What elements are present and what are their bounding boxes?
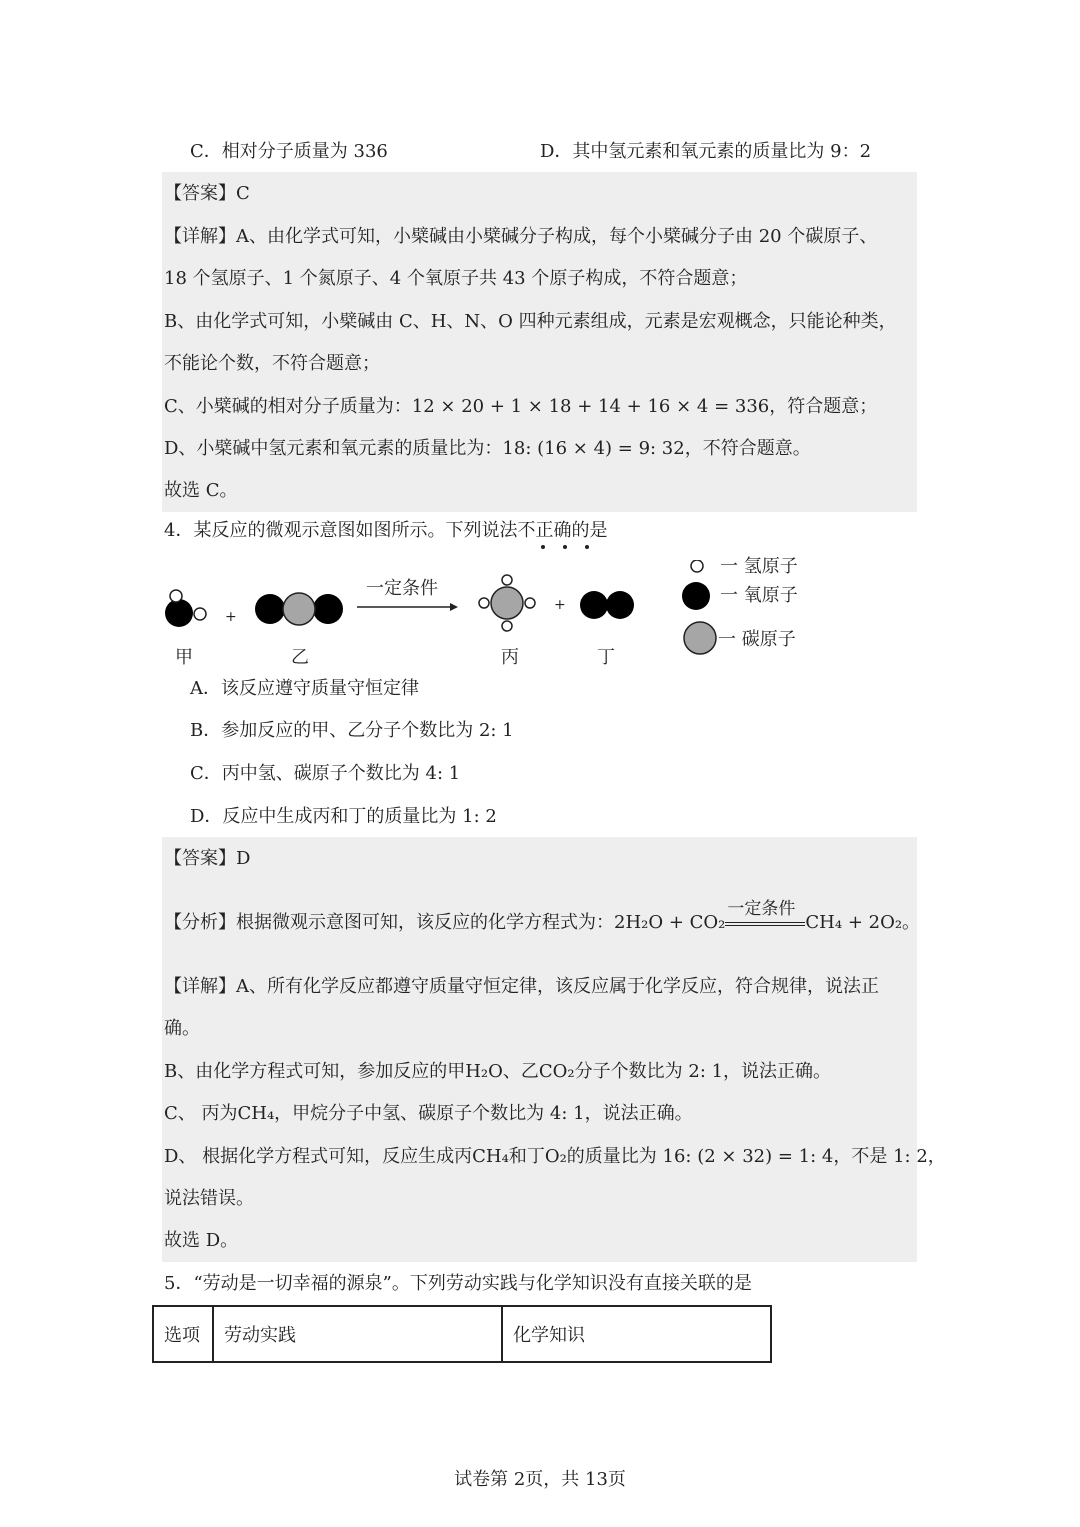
q3-option-d: D．其中氢元素和氧元素的质量比为 9：2 [540, 141, 872, 162]
oxygen-atom [313, 594, 343, 624]
oxygen-atom [255, 594, 285, 624]
legend-oxygen-icon [682, 582, 710, 610]
legend-carbon-label: 一 碳原子 [718, 629, 796, 650]
q3-detail-line: 18 个氢原子、1 个氮原子、4 个氧原子共 43 个原子构成，不符合题意； [164, 268, 748, 289]
q4-stem: 4．某反应的微观示意图如图所示。下列说法不正确的是 [164, 520, 608, 541]
hydrogen-atom [502, 575, 512, 585]
q5-stem: 5．“劳动是一切幸福的源泉”。下列劳动实践与化学知识没有直接关联的是 [164, 1273, 752, 1294]
hydrogen-atom [525, 598, 535, 608]
plus-sign: + [554, 597, 566, 613]
equation-left: 2H₂O + CO₂ [614, 912, 726, 933]
label-bing: 丙 [501, 647, 519, 668]
legend-oxygen-label: 一 氧原子 [720, 585, 798, 606]
q4-answer: 【答案】D [164, 848, 251, 869]
table-header-cell: 劳动实践 [213, 1306, 502, 1362]
q3-detail-line: B、由化学式可知，小檗碱由 C、H、N、O 四种元素组成，元素是宏观概念，只能论种类， [164, 311, 897, 332]
q4-answer-block [162, 837, 946, 1262]
q3-conclusion: 故选 C。 [164, 480, 238, 501]
legend-hydrogen-label: 一 氢原子 [720, 556, 798, 577]
legend-carbon-icon [684, 622, 716, 654]
label-ding: 丁 [597, 647, 615, 668]
q3-answer-block [162, 172, 917, 512]
q3-detail-line: 不能论个数，不符合题意； [164, 353, 380, 374]
q4-detail-line: 【详解】A、所有化学反应都遵守质量守恒定律，该反应属于化学反应，符合规律，说法正 [164, 976, 879, 997]
oxygen-atom [165, 599, 193, 627]
equation-end: 。 [902, 912, 921, 933]
q4-detail-line: C、 丙为CH₄，甲烷分子中氢、碳原子个数比为 4: 1，说法正确。 [164, 1103, 693, 1124]
q5-table [152, 1305, 772, 1363]
arrow-condition-label: 一定条件 [366, 578, 438, 599]
carbon-atom [283, 593, 315, 625]
emphasis-dot [541, 545, 545, 549]
emphasis-dot [563, 545, 567, 549]
label-yi: 乙 [291, 647, 309, 668]
q4-analysis [164, 899, 921, 935]
equals-bar [725, 922, 805, 926]
label-jia: 甲 [175, 647, 193, 668]
equation-condition-sign [725, 899, 805, 935]
q4-option-c: C．丙中氢、碳原子个数比为 4: 1 [190, 763, 461, 784]
table-header-row [153, 1306, 771, 1362]
q3-option-c: C．相对分子质量为 336 [190, 141, 388, 162]
q4-option-b: B．参加反应的甲、乙分子个数比为 2: 1 [190, 720, 514, 741]
hydrogen-atom [170, 590, 182, 602]
hydrogen-atom [502, 621, 512, 631]
reaction-diagram [0, 560, 1080, 680]
q4-option-d: D．反应中生成丙和丁的质量比为 1: 2 [190, 806, 497, 827]
q3-detail-line: C、小檗碱的相对分子质量为：12 × 20 + 1 × 18 + 14 + 16 × 4 = 336，符合题意； [164, 396, 878, 417]
oxygen-atom [606, 591, 634, 619]
page-footer: 试卷第 2页，共 13页 [454, 1469, 626, 1490]
carbon-atom [491, 587, 523, 619]
hydrogen-atom [194, 608, 206, 620]
q3-answer: 【答案】C [164, 183, 250, 204]
q4-detail-line: B、由化学方程式可知，参加反应的甲H₂O、乙CO₂分子个数比为 2: 1，说法正确。 [164, 1061, 832, 1082]
legend-hydrogen-icon [691, 560, 703, 572]
table-header-cell: 化学知识 [502, 1306, 771, 1362]
equation-right: CH₄ + 2O₂ [805, 912, 903, 933]
plus-sign: + [225, 609, 237, 625]
q4-detail-line: 说法错误。 [164, 1188, 254, 1209]
hydrogen-atom [479, 598, 489, 608]
q4-conclusion: 故选 D。 [164, 1230, 239, 1251]
emphasis-dot [585, 545, 589, 549]
q4-detail-line: 确。 [164, 1018, 200, 1039]
equation-condition: 一定条件 [727, 899, 796, 919]
table-header-cell: 选项 [153, 1306, 213, 1362]
q3-detail-line: 【详解】A、由化学式可知，小檗碱由小檗碱分子构成，每个小檗碱分子由 20 个碳原子、 [164, 226, 878, 247]
q4-analysis-prefix: 【分析】根据微观示意图可知，该反应的化学方程式为： [164, 912, 614, 933]
q4-option-a: A．该反应遵守质量守恒定律 [190, 678, 419, 699]
q3-detail-line: D、小檗碱中氢元素和氧元素的质量比为：18: (16 × 4) = 9: 32，不符合题意。 [164, 438, 811, 459]
oxygen-atom [580, 591, 608, 619]
q4-detail-line: D、 根据化学方程式可知，反应生成丙CH₄和丁O₂的质量比为 16: (2 × 32) = 1: 4，不是 1: 2， [164, 1146, 946, 1167]
arrow-head [450, 603, 458, 611]
